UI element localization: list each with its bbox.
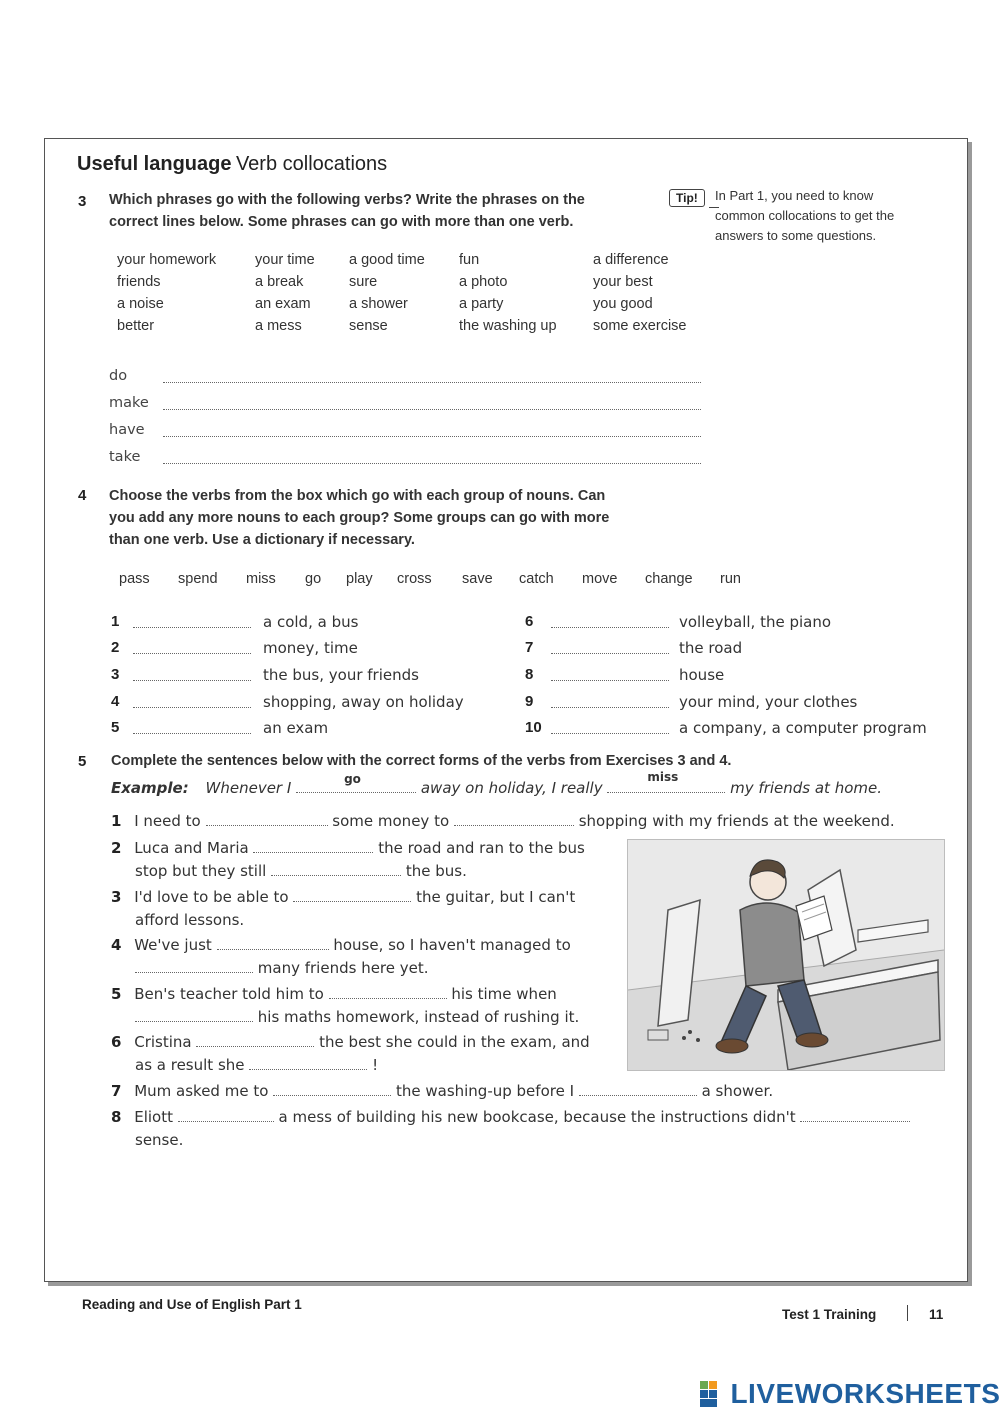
box-verb: pass — [119, 571, 150, 587]
noun-group: money, time — [263, 639, 358, 657]
section-title — [77, 153, 387, 176]
item-number: 1 — [111, 613, 120, 630]
sentence-text: some money to — [332, 812, 450, 830]
noun-group: an exam — [263, 719, 329, 737]
sentence-6 — [111, 1033, 590, 1051]
item-number: 7 — [525, 639, 534, 656]
instruction-line: Choose the verbs from the box which go with each group of nouns. Can — [109, 488, 606, 504]
sentence-4-cont — [135, 959, 429, 977]
item-number: 2 — [111, 639, 120, 656]
verb-blank-input[interactable] — [551, 653, 669, 654]
answer-line-input[interactable] — [163, 463, 701, 464]
box-verb: catch — [519, 571, 554, 587]
sentence-text: sense. — [135, 1131, 184, 1149]
page-number: 11 — [929, 1307, 944, 1322]
example-answer-2: miss — [647, 770, 679, 784]
example-blank-1 — [296, 772, 416, 793]
verb-label: take — [109, 449, 141, 465]
blank-input[interactable] — [135, 972, 253, 973]
blank-input[interactable] — [217, 949, 329, 950]
noun-group: house — [679, 666, 725, 684]
sentence-7 — [111, 1082, 773, 1100]
sentence-6-cont — [135, 1056, 378, 1074]
sentence-2-cont — [135, 862, 467, 880]
blank-input[interactable] — [249, 1069, 367, 1070]
sentence-number: 8 — [111, 1108, 122, 1126]
sentence-text: afford lessons. — [135, 911, 245, 929]
phrase-item: your time — [255, 252, 315, 268]
sentence-text: Cristina — [134, 1033, 192, 1051]
example-blank-2 — [607, 770, 725, 793]
phrase-item: your homework — [117, 252, 217, 268]
phrase-item: a difference — [593, 252, 669, 268]
verb-blank-input[interactable] — [551, 627, 669, 628]
noun-group: a cold, a bus — [263, 613, 359, 631]
section-title-bold: Useful language — [77, 153, 232, 175]
sentence-text: We've just — [134, 936, 212, 954]
phrase-item: fun — [459, 252, 480, 268]
example-text: Whenever I — [205, 779, 292, 797]
sentence-text: I need to — [134, 812, 201, 830]
blank-input[interactable] — [293, 901, 411, 902]
bookcase-illustration — [627, 839, 945, 1071]
sentence-number: 2 — [111, 839, 122, 857]
box-verb: run — [720, 571, 741, 587]
item-number: 3 — [111, 666, 120, 683]
item-number: 5 — [111, 719, 120, 736]
item-number: 9 — [525, 693, 534, 710]
phrase-item: a party — [459, 296, 504, 312]
box-verb: spend — [178, 571, 218, 587]
sentence-number: 5 — [111, 985, 122, 1003]
logo-text: LIVEWORKSHEETS — [730, 1378, 1000, 1409]
noun-group: the road — [679, 639, 743, 657]
sentence-text: Eliott — [134, 1108, 173, 1126]
sentence-text: Ben's teacher told him to — [134, 985, 324, 1003]
sentence-text: the best she could in the exam, and — [319, 1033, 590, 1051]
sentence-text: the road and ran to the bus — [378, 839, 585, 857]
instruction-line: you add any more nouns to each group? Some groups can go with more — [109, 510, 610, 526]
sentence-text: house, so I haven't managed to — [333, 936, 571, 954]
phrase-item: sure — [349, 274, 378, 290]
instruction-line: correct lines below. Some phrases can go with more than one verb. — [109, 214, 574, 230]
sentence-1 — [111, 812, 895, 830]
noun-group: volleyball, the piano — [679, 613, 832, 631]
exercise-4-instruction — [109, 485, 609, 551]
box-verb: change — [645, 571, 693, 587]
footer-test: Test 1 Training — [782, 1307, 877, 1322]
sentence-text: the guitar, but I can't — [416, 888, 576, 906]
noun-group: shopping, away on holiday — [263, 693, 464, 711]
blank-input[interactable] — [135, 1021, 253, 1022]
verb-blank-input[interactable] — [133, 733, 251, 734]
blank-input[interactable] — [273, 1095, 391, 1096]
box-verb: cross — [397, 571, 432, 587]
phrase-item: a mess — [255, 318, 302, 334]
man-building-bookcase-image — [628, 840, 944, 1070]
sentence-number: 4 — [111, 936, 122, 954]
sentence-text: shopping with my friends at the weekend. — [578, 812, 895, 830]
noun-group: a company, a computer program — [679, 719, 927, 737]
answer-line-input[interactable] — [163, 409, 701, 410]
item-number: 6 — [525, 613, 534, 630]
sentence-3-cont — [135, 911, 244, 929]
logo-icon — [700, 1381, 726, 1407]
phrase-item: better — [117, 318, 155, 334]
sentence-number: 3 — [111, 888, 122, 906]
sentence-text: stop but they still — [135, 862, 267, 880]
phrase-item: sense — [349, 318, 388, 334]
verb-blank-input[interactable] — [551, 733, 669, 734]
exercise-5-number: 5 — [78, 753, 87, 770]
blank-input[interactable] — [253, 852, 373, 853]
blank-input[interactable] — [271, 875, 401, 876]
example-label: Example: — [111, 779, 189, 797]
sentence-2 — [111, 839, 585, 857]
sentence-5 — [111, 985, 557, 1003]
verb-blank-input[interactable] — [133, 627, 251, 628]
sentence-text: his time when — [451, 985, 557, 1003]
box-verb: play — [346, 571, 373, 587]
verb-blank-input[interactable] — [133, 653, 251, 654]
sentence-3 — [111, 888, 575, 906]
blank-input[interactable] — [579, 1095, 697, 1096]
sentence-text: ! — [372, 1056, 379, 1074]
instruction-line: Which phrases go with the following verbs? Write the phrases on the — [109, 192, 585, 208]
phrase-item: your best — [593, 274, 653, 290]
blank-input[interactable] — [178, 1121, 274, 1122]
verb-label: do — [109, 368, 128, 384]
phrase-item: the washing up — [459, 318, 557, 334]
sentence-number: 6 — [111, 1033, 122, 1051]
instruction-line: than one verb. Use a dictionary if necessary. — [109, 532, 415, 548]
sentence-text: a shower. — [701, 1082, 774, 1100]
sentence-text: the bus. — [405, 862, 467, 880]
noun-group: your mind, your clothes — [679, 693, 858, 711]
sentence-text: the washing-up before I — [395, 1082, 575, 1100]
blank-input[interactable] — [196, 1046, 314, 1047]
sentence-text: I'd love to be able to — [134, 888, 289, 906]
tip-label: Tip! — [669, 189, 705, 207]
answer-line-input[interactable] — [163, 382, 701, 383]
example-sentence — [111, 770, 883, 797]
sentence-5-cont — [135, 1008, 579, 1026]
verb-blank-input[interactable] — [551, 707, 669, 708]
tip-line: answers to some questions. — [715, 228, 877, 243]
sentence-text: as a result she — [135, 1056, 245, 1074]
sentence-4 — [111, 936, 571, 954]
example-text: away on holiday, I really — [420, 779, 603, 797]
verb-label: make — [109, 395, 149, 411]
verb-blank-input[interactable] — [133, 680, 251, 681]
worksheet-page — [44, 138, 968, 1282]
phrase-item: a shower — [349, 296, 408, 312]
box-verb: miss — [246, 571, 276, 587]
answer-line-input[interactable] — [163, 436, 701, 437]
sentence-8 — [111, 1108, 910, 1126]
verb-blank-input[interactable] — [133, 707, 251, 708]
phrase-item: friends — [117, 274, 161, 290]
exercise-3-number: 3 — [78, 193, 87, 210]
verb-label: have — [109, 422, 145, 438]
phrase-item: a photo — [459, 274, 508, 290]
item-number: 4 — [111, 693, 120, 710]
exercise-5-instruction: Complete the sentences below with the correct forms of the verbs from Exercises 3 and 4. — [111, 753, 732, 769]
sentence-8-cont — [135, 1131, 183, 1149]
sentence-number: 1 — [111, 812, 122, 830]
tip-line: common collocations to get the — [715, 208, 895, 223]
exercise-4-number: 4 — [78, 487, 87, 504]
phrase-item: you good — [593, 296, 653, 312]
blank-input[interactable] — [206, 825, 328, 826]
noun-group: the bus, your friends — [263, 666, 419, 684]
box-verb: move — [582, 571, 618, 587]
phrase-item: some exercise — [593, 318, 687, 334]
sentence-text: Mum asked me to — [134, 1082, 269, 1100]
phrase-item: a break — [255, 274, 304, 290]
tip-line: In Part 1, you need to know — [715, 188, 874, 203]
blank-input[interactable] — [454, 825, 574, 826]
box-verb: go — [305, 571, 322, 587]
example-text: my friends at home. — [730, 779, 883, 797]
sentence-text: a mess of building his new bookcase, because the instructions didn't — [278, 1108, 796, 1126]
section-title-light: Verb collocations — [235, 153, 388, 175]
item-number: 10 — [525, 719, 542, 736]
verb-blank-input[interactable] — [551, 680, 669, 681]
tip-text — [715, 186, 894, 246]
footer-divider — [907, 1305, 908, 1321]
phrase-item: a good time — [349, 252, 425, 268]
footer-section: Reading and Use of English Part 1 — [82, 1297, 302, 1312]
phrase-item: an exam — [255, 296, 311, 312]
blank-input[interactable] — [800, 1121, 910, 1122]
blank-input[interactable] — [329, 998, 447, 999]
sentence-text: many friends here yet. — [257, 959, 429, 977]
example-answer-1: go — [344, 772, 361, 786]
sentence-number: 7 — [111, 1082, 122, 1100]
liveworksheets-logo — [700, 1378, 1000, 1410]
item-number: 8 — [525, 666, 534, 683]
sentence-text: Luca and Maria — [134, 839, 249, 857]
box-verb: save — [462, 571, 493, 587]
exercise-3-instruction — [109, 189, 585, 233]
phrase-item: a noise — [117, 296, 164, 312]
sentence-text: his maths homework, instead of rushing it. — [257, 1008, 580, 1026]
